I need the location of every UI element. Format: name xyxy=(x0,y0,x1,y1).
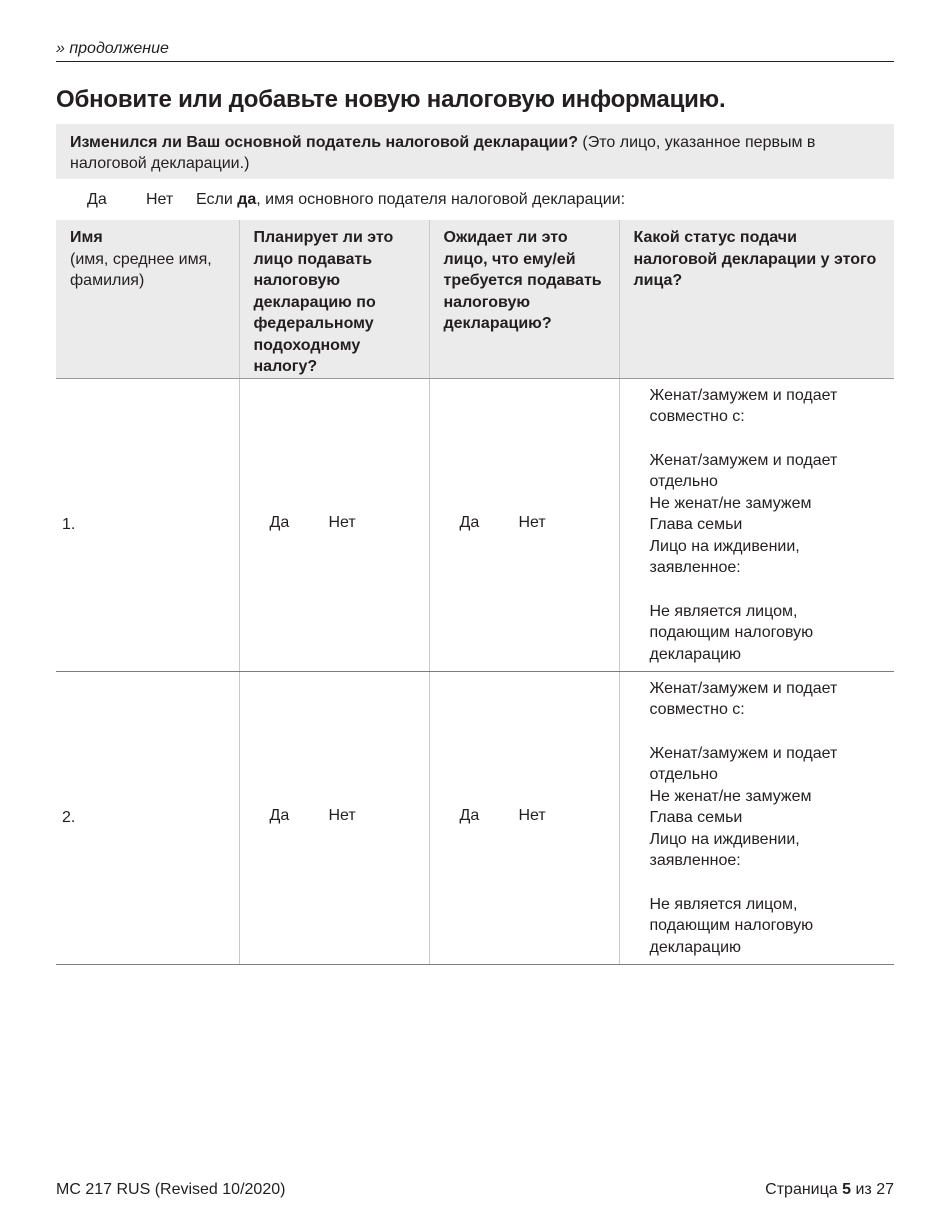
page-prefix: Страница xyxy=(765,1181,843,1198)
plans-to-file-cell xyxy=(239,378,429,671)
primary-filer-name-prompt xyxy=(196,191,625,209)
if-rest: , имя основного подателя налоговой декларации: xyxy=(256,191,626,208)
primary-no-option[interactable]: Нет xyxy=(146,191,174,208)
expects-to-file-cell xyxy=(429,671,619,964)
row-number: 1. xyxy=(62,515,76,533)
status-dependent[interactable]: Лицо на иждивении, заявленное: xyxy=(649,830,800,869)
header-name xyxy=(56,220,239,378)
plans-to-file-cell xyxy=(239,671,429,964)
status-married-separate[interactable]: Женат/замужем и подает отдельно xyxy=(649,744,838,783)
page-mid: из xyxy=(851,1181,877,1198)
filing-status-cell xyxy=(619,671,894,964)
header-plans-to-file-text: Планирует ли это лицо подавать налоговую декларацию по федеральному подоходному налогу? xyxy=(253,229,394,375)
table-row xyxy=(56,671,894,964)
plans-yes-option[interactable]: Да xyxy=(269,513,290,531)
header-expects-to-file-text: Ожидает ли это лицо, что ему/ей требуется подавать налоговую декларацию? xyxy=(443,229,602,332)
page-total: 27 xyxy=(876,1181,894,1198)
question-note: (Это лицо, указанное первым в налоговой декларации.) xyxy=(70,134,816,172)
primary-filer-question xyxy=(56,124,894,179)
tax-info-table xyxy=(56,220,894,965)
page-number xyxy=(765,1181,894,1199)
status-married-separate[interactable]: Женат/замужем и подает отдельно xyxy=(649,451,838,490)
header-filing-status-text: Какой статус подачи налоговой декларации у этого лица? xyxy=(633,229,877,289)
primary-yes-option[interactable]: Да xyxy=(87,191,107,208)
table-header-row xyxy=(56,220,894,378)
form-number: MC 217 RUS (Revised 10/2020) xyxy=(56,1181,286,1198)
header-plans-to-file xyxy=(239,220,429,378)
status-head-of-household[interactable]: Глава семьи xyxy=(649,516,743,533)
row-number-cell[interactable] xyxy=(56,671,239,964)
status-married-joint[interactable]: Женат/замужем и подает совместно с: xyxy=(649,679,838,718)
expects-to-file-cell xyxy=(429,378,619,671)
expects-yes-option[interactable]: Да xyxy=(459,513,480,531)
expects-no-option[interactable]: Нет xyxy=(518,806,546,824)
filing-status-cell xyxy=(619,378,894,671)
expects-yes-option[interactable]: Да xyxy=(459,806,480,824)
status-head-of-household[interactable]: Глава семьи xyxy=(649,809,743,826)
primary-filer-answer-row xyxy=(56,191,894,213)
status-non-filer[interactable]: Не является лицом, подающим налоговую декларацию xyxy=(649,602,814,663)
plans-no-option[interactable]: Нет xyxy=(328,513,356,531)
expects-no-option[interactable]: Нет xyxy=(518,513,546,531)
status-single[interactable]: Не женат/не замужем xyxy=(649,494,812,512)
row-number: 2. xyxy=(62,808,76,826)
question-bold-text: Изменился ли Ваш основной податель налоговой декларации? xyxy=(70,134,578,151)
header-name-title: Имя xyxy=(70,229,103,246)
page xyxy=(56,0,894,1230)
table-row xyxy=(56,378,894,671)
header-name-sub: (имя, среднее имя, фамилия) xyxy=(70,250,212,289)
header-expects-to-file xyxy=(429,220,619,378)
plans-yes-option[interactable]: Да xyxy=(269,806,290,824)
status-married-joint[interactable]: Женат/замужем и подает совместно с: xyxy=(649,386,838,425)
continued-label: » продолжение xyxy=(56,40,894,62)
header-filing-status xyxy=(619,220,894,378)
page-title: Обновите или добавьте новую налоговую информацию. xyxy=(56,86,726,113)
status-non-filer[interactable]: Не является лицом, подающим налоговую декларацию xyxy=(649,895,814,956)
status-dependent[interactable]: Лицо на иждивении, заявленное: xyxy=(649,537,800,576)
plans-no-option[interactable]: Нет xyxy=(328,806,356,824)
if-prefix: Если xyxy=(196,191,238,208)
page-current: 5 xyxy=(842,1181,852,1198)
row-number-cell[interactable] xyxy=(56,378,239,671)
status-single[interactable]: Не женат/не замужем xyxy=(649,787,812,805)
if-bold: да xyxy=(237,191,257,208)
